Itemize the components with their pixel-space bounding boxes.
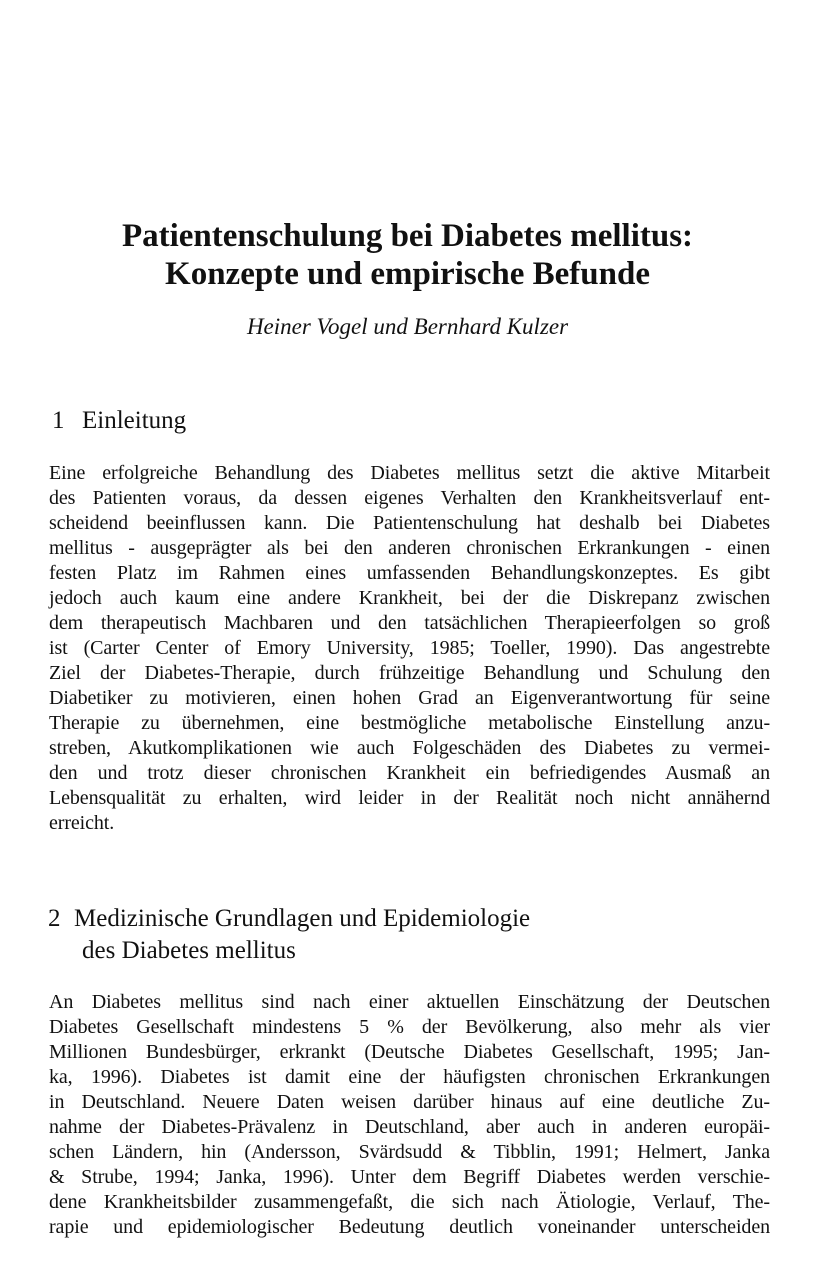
- text-line: rapie und epidemiologischer Bedeutung deutlich voneinander unterscheiden: [49, 1216, 770, 1238]
- text-line: des Patienten voraus, da dessen eigenes Verhalten den Krankheitsverlauf ent-: [49, 487, 770, 509]
- text-line: dem therapeutisch Machbaren und den tatsächlichen Therapieerfolgen so groß: [49, 612, 770, 634]
- text-line: ist (Carter Center of Emory University, 1985; Toeller, 1990). Das angestrebte: [49, 637, 770, 659]
- text-line: & Strube, 1994; Janka, 1996). Unter dem Begriff Diabetes werden verschie-: [49, 1166, 770, 1188]
- section-2-heading-continued: [82, 935, 296, 967]
- text-line: in Deutschland. Neuere Daten weisen darüber hinaus auf eine deutliche Zu-: [49, 1091, 770, 1113]
- paper-authors: Heiner Vogel und Bernhard Kulzer: [246, 314, 569, 339]
- text-line: An Diabetes mellitus sind nach einer aktuellen Einschätzung der Deutschen: [49, 991, 770, 1013]
- paper-title-line-1: Patientenschulung bei Diabetes mellitus:: [121, 218, 694, 254]
- section-2-title-line-1: Medizinische Grundlagen und Epidemiologie: [74, 905, 531, 932]
- text-line: den und trotz dieser chronischen Krankheit ein befriedigendes Ausmaß an: [49, 762, 770, 784]
- text-line: dene Krankheitsbilder zusammengefaßt, die sich nach Ätiologie, Verlauf, The-: [49, 1191, 770, 1213]
- text-line: festen Platz im Rahmen eines umfassenden Behandlungskonzeptes. Es gibt: [49, 562, 770, 584]
- text-line: schen Ländern, hin (Andersson, Svärdsudd & Tibblin, 1991; Helmert, Janka: [49, 1141, 770, 1163]
- text-line: jedoch auch kaum eine andere Krankheit, bei der die Diskrepanz zwischen: [49, 587, 770, 609]
- text-line: Diabetes Gesellschaft mindestens 5 % der Bevölkerung, also mehr als vier: [49, 1016, 770, 1038]
- text-line: scheidend beeinflussen kann. Die Patientenschulung hat deshalb bei Diabetes: [49, 512, 770, 534]
- text-line: erreicht.: [49, 812, 115, 834]
- section-1-number: 1: [52, 407, 65, 434]
- text-line: Eine erfolgreiche Behandlung des Diabetes mellitus setzt die aktive Mitarbeit: [49, 462, 770, 484]
- text-line: Therapie zu übernehmen, eine bestmögliche metabolische Einstellung anzu-: [49, 712, 770, 734]
- section-1-paragraph: [49, 461, 770, 836]
- text-line: nahme der Diabetes-Prävalenz in Deutschland, aber auch in anderen europäi-: [49, 1116, 770, 1138]
- section-2-number: 2: [48, 905, 61, 932]
- section-1-heading: [52, 405, 186, 437]
- text-line: Diabetiker zu motivieren, einen hohen Grad an Eigenverantwortung für seine: [49, 687, 770, 709]
- section-2-title-line-2: des Diabetes mellitus: [82, 937, 296, 964]
- section-2-heading: [48, 903, 530, 935]
- text-line: Lebensqualität zu erhalten, wird leider in der Realität noch nicht annähernd: [49, 787, 770, 809]
- paper-title-line-2: Konzepte und empirische Befunde: [165, 256, 650, 292]
- text-line: streben, Akutkomplikationen wie auch Folgeschäden des Diabetes zu vermei-: [49, 737, 770, 759]
- text-line: Millionen Bundesbürger, erkrankt (Deutsche Diabetes Gesellschaft, 1995; Jan-: [49, 1041, 770, 1063]
- text-line: ka, 1996). Diabetes ist damit eine der häufigsten chronischen Erkrankungen: [49, 1066, 770, 1088]
- text-line: Ziel der Diabetes-Therapie, durch frühzeitige Behandlung und Schulung den: [49, 662, 770, 684]
- text-line: mellitus - ausgeprägter als bei den anderen chronischen Erkrankungen - einen: [49, 537, 770, 559]
- section-2-paragraph: [49, 990, 770, 1240]
- section-1-title: Einleitung: [82, 407, 187, 434]
